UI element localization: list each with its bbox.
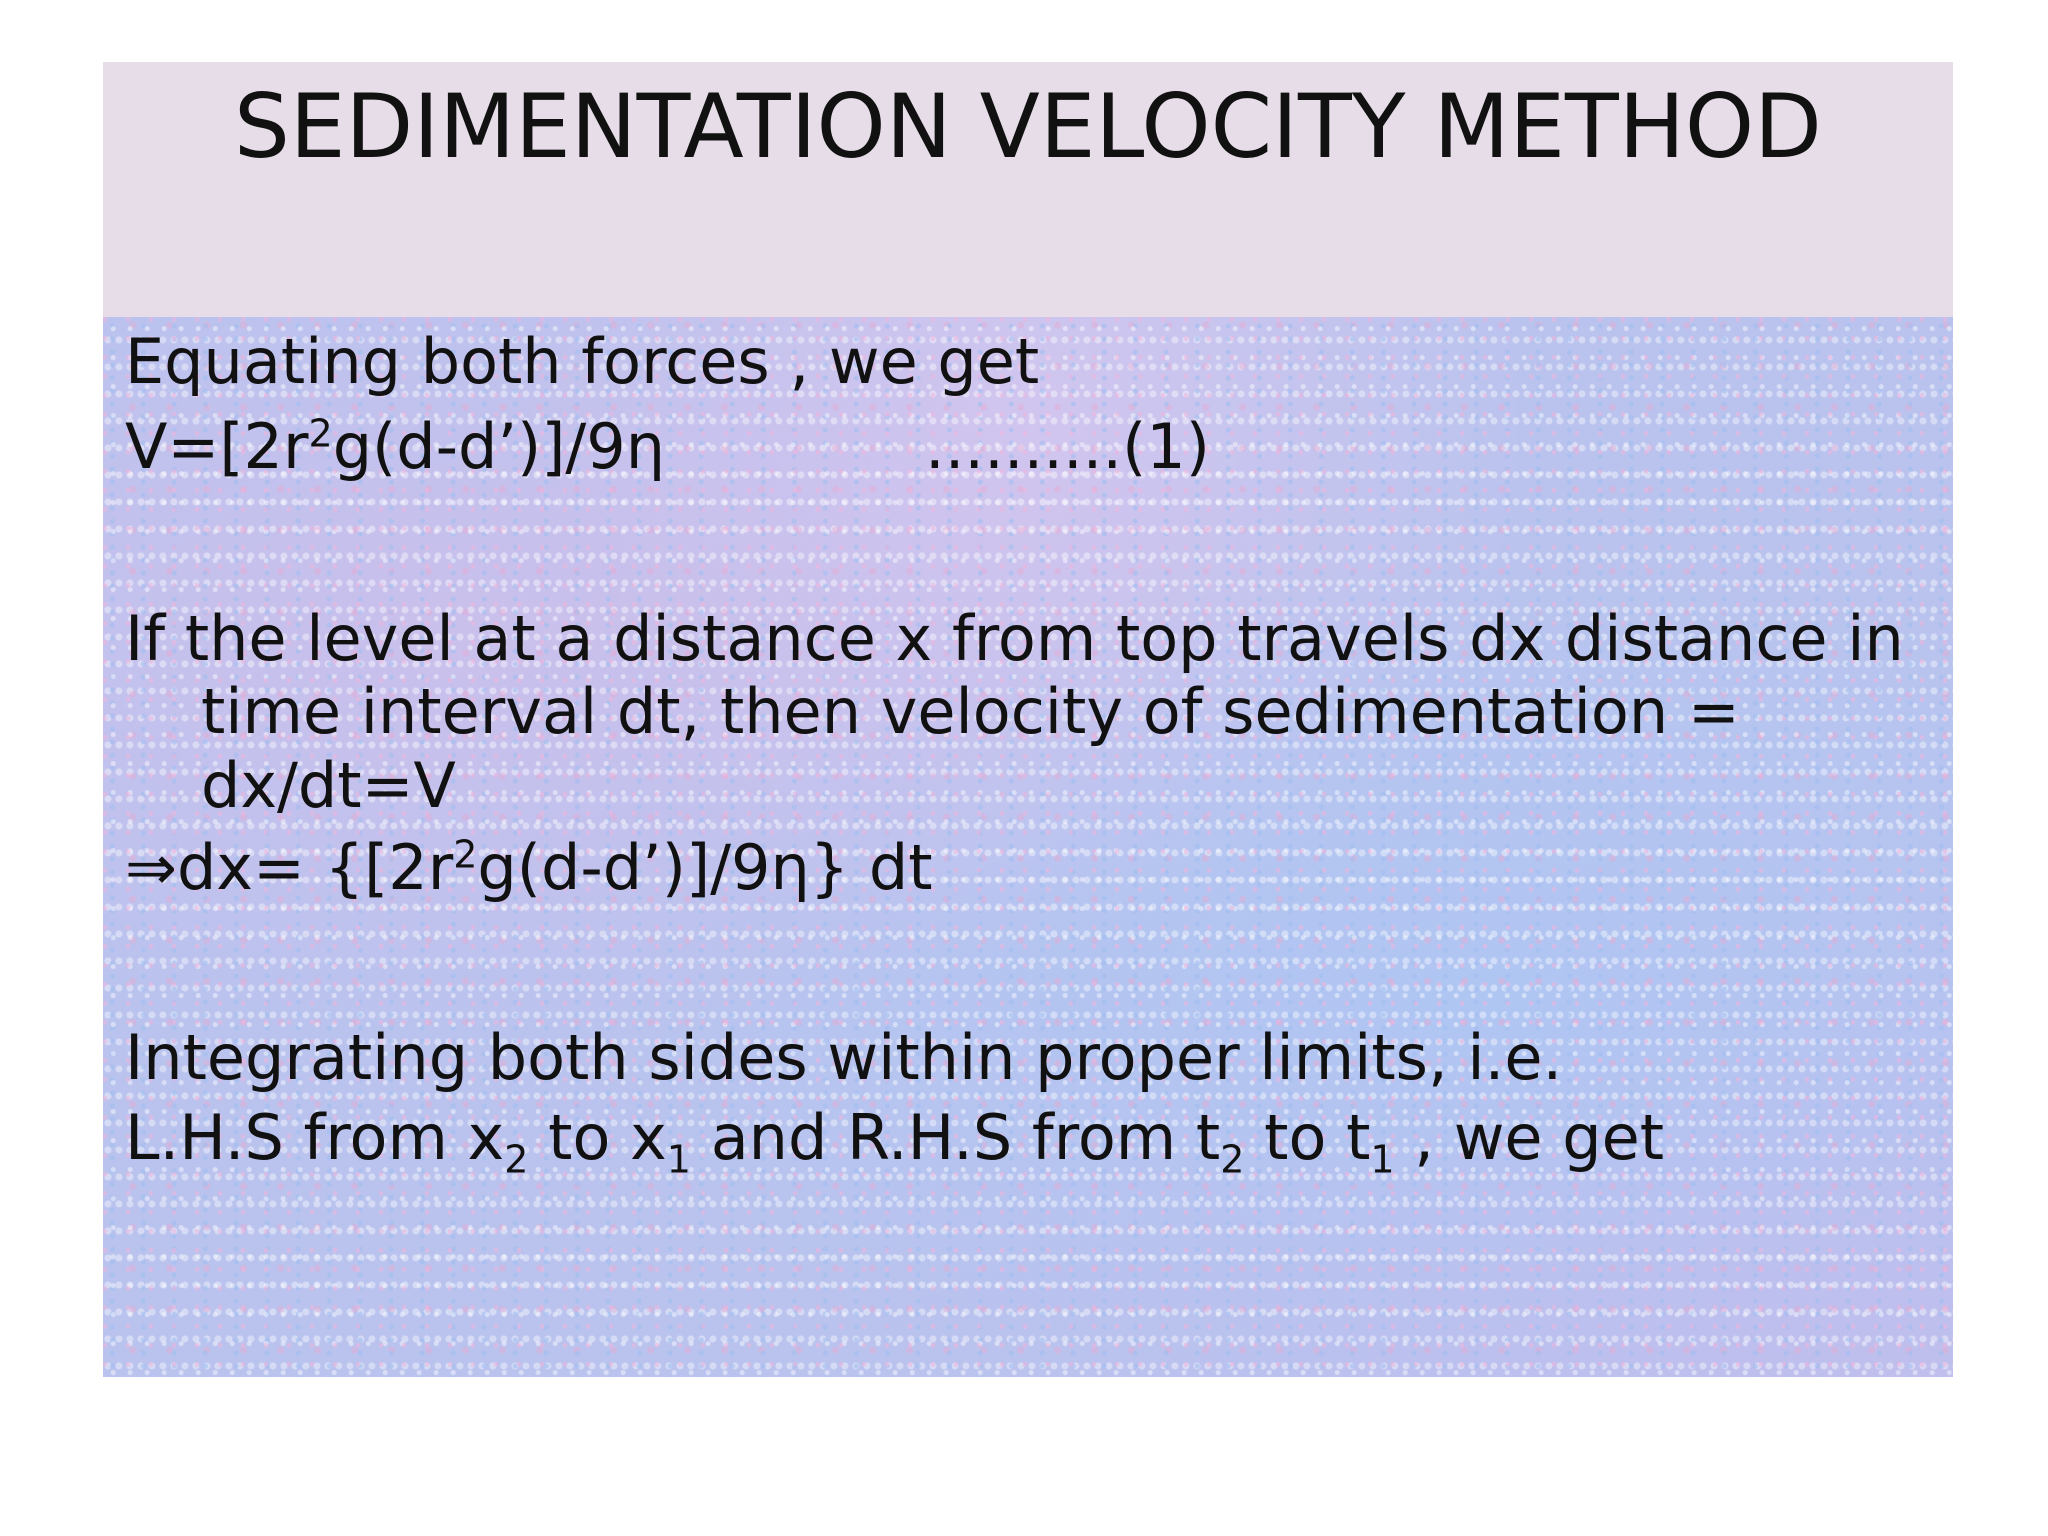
limits-sub-t1: 1 <box>1370 1137 1395 1182</box>
equation-1-prefix: V=[2r <box>125 410 309 483</box>
limits-sub-t2: 2 <box>1220 1137 1245 1182</box>
slide-title: SEDIMENTATION VELOCITY METHOD <box>234 75 1822 178</box>
equation-2-suffix: g(d-d’)]/9η} dt <box>477 831 933 904</box>
text-integrating: Integrating both sides within proper limits, i.e. <box>125 1021 1563 1094</box>
title-band <box>103 62 1953 317</box>
slide <box>103 62 1953 1377</box>
equation-2-prefix: ⇒dx= {[2r <box>125 831 454 904</box>
limits-sub-x2: 2 <box>504 1137 529 1182</box>
limits-part-4: to t <box>1244 1101 1371 1174</box>
equation-1-reference: ..........(1) <box>925 410 1210 483</box>
equation-2 <box>125 823 933 913</box>
slide-body <box>103 317 1953 1377</box>
text-equating-forces: Equating both forces , we get <box>125 325 1040 398</box>
limits-part-5: , we get <box>1394 1101 1665 1174</box>
limits-part-1: L.H.S from x <box>125 1101 505 1174</box>
text-time-interval: time interval dt, then velocity of sedimentation = <box>201 675 1740 748</box>
text-dx-dt: dx/dt=V <box>201 749 456 822</box>
equation-1-suffix: g(d-d’)]/9η <box>332 410 666 483</box>
limits-sub-x1: 1 <box>666 1137 691 1182</box>
text-limits <box>125 1093 1664 1183</box>
equation-2-superscript: 2 <box>453 832 478 877</box>
text-level-travels: If the level at a distance x from top travels dx distance in <box>125 602 1904 675</box>
limits-part-3: and R.H.S from t <box>690 1101 1221 1174</box>
equation-1 <box>125 402 1225 492</box>
equation-1-superscript: 2 <box>308 411 333 456</box>
limits-part-2: to x <box>528 1101 667 1174</box>
